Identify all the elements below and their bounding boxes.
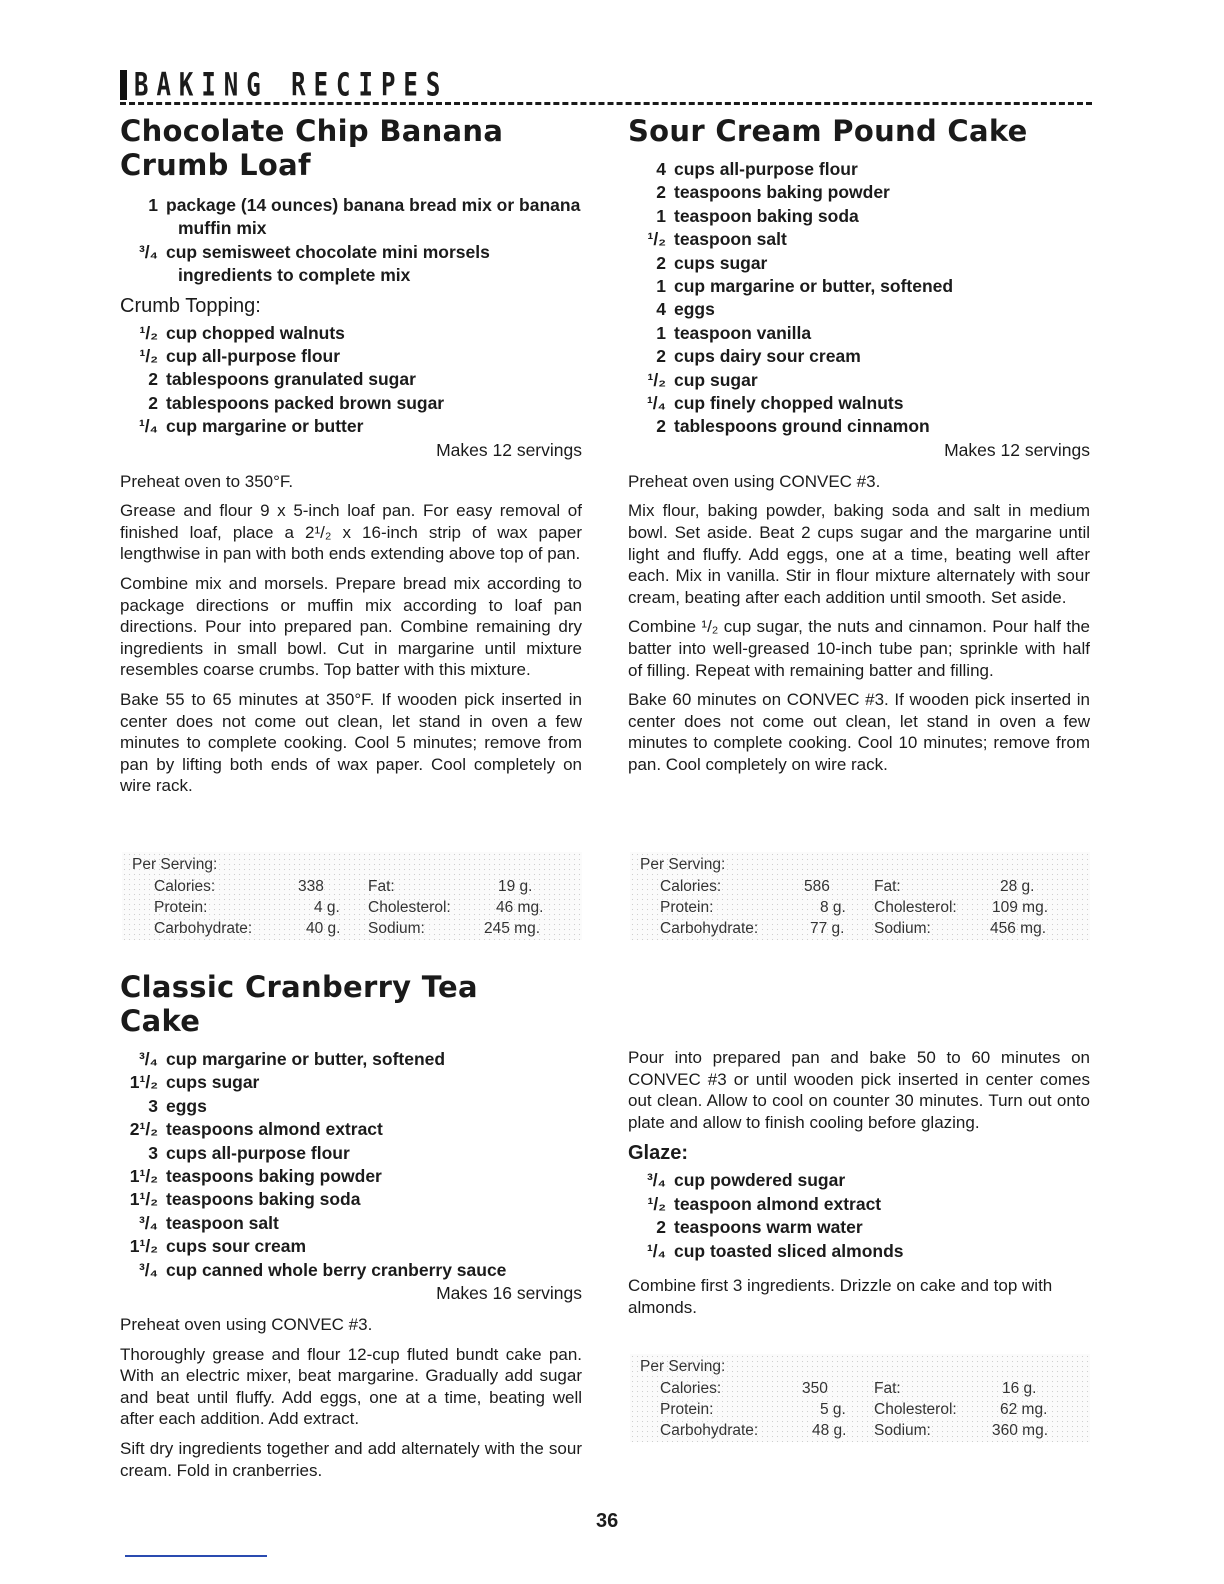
- ingredient-item: [120, 1071, 582, 1094]
- ingredient-item: [628, 322, 1090, 345]
- protein-value: 4 g.: [314, 899, 340, 916]
- ingredient-text: cups dairy sour cream: [674, 346, 861, 367]
- cholesterol-value: 62 mg.: [1000, 1401, 1048, 1418]
- ingredient-qty: 2: [656, 252, 666, 273]
- ingredient-item: [120, 1235, 582, 1258]
- ingredient-item: [120, 415, 582, 438]
- nutrition-heading: Per Serving:: [640, 1358, 726, 1375]
- ingredient-text: teaspoon salt: [166, 1212, 279, 1233]
- ingredient-qty: 3: [148, 1142, 158, 1163]
- header-dashed-rule: [120, 102, 1092, 105]
- ingredient-qty: 4: [656, 159, 666, 179]
- ingredient-item: [120, 392, 582, 415]
- instruction-paragraph: Preheat oven to 350°F.: [120, 471, 294, 491]
- sodium-label: Sodium:: [874, 1422, 931, 1439]
- ingredient-qty: 4: [656, 299, 666, 320]
- ingredient-qty: 3: [148, 1095, 158, 1116]
- carbohydrate-value: 40 g.: [306, 920, 341, 937]
- ingredient-item: [628, 1216, 1090, 1239]
- instruction-paragraph: Preheat oven using CONVEC #3.: [120, 1315, 373, 1335]
- ingredient-item: [628, 1193, 1090, 1216]
- title-line-1: Chocolate Chip Banana: [120, 114, 504, 148]
- ingredient-qty: 1¹/₂: [129, 1236, 158, 1257]
- ingredient-qty: ³/₄: [138, 1049, 158, 1069]
- fat-value: 16 g.: [1002, 1380, 1037, 1397]
- ingredient-qty: ¹/₂: [647, 369, 666, 390]
- instruction-paragraph: Bake 60 minutes on CONVEC #3. If wooden pick inserted in center does not come out clean, let stand in oven a few minutes to complete cooking. Cool 10 minutes; remove from pan. Cool completely on wire rack.: [628, 690, 1090, 774]
- instruction-paragraph: Thoroughly grease and flour 12-cup fluted bundt cake pan. With an electric mixer, beat margarine. Gradually add sugar and beat until fluffy. Add eggs, one at a time, beating well after each addition. Add extract.: [120, 1344, 582, 1429]
- ingredient-item: [120, 1165, 582, 1188]
- title-line-2: Cake: [120, 1004, 201, 1038]
- header-bar: [120, 70, 127, 100]
- ingredient-item: [628, 345, 1090, 368]
- ingredient-item: [628, 275, 1090, 298]
- ingredient-text: cup margarine or butter, softened: [166, 1049, 446, 1069]
- ingredient-text: teaspoon salt: [674, 229, 787, 250]
- servings-yield: Makes 16 servings: [436, 1283, 582, 1304]
- ingredient-text: teaspoon vanilla: [674, 322, 812, 343]
- ingredient-text: cup margarine or butter: [166, 416, 364, 437]
- protein-label: Protein:: [154, 899, 208, 916]
- ingredient-item: [628, 205, 1090, 228]
- fat-label: Fat:: [368, 878, 395, 895]
- ingredient-text: cup semisweet chocolate mini morsels ingredients to complete mix: [166, 241, 490, 286]
- ingredient-qty: ³/₄: [646, 1170, 666, 1191]
- ingredient-item: [628, 1169, 1090, 1192]
- sodium-label: Sodium:: [874, 920, 931, 937]
- sodium-value: 245 mg.: [484, 920, 541, 937]
- calories-label: Calories:: [154, 878, 216, 895]
- protein-value: 8 g.: [820, 899, 846, 916]
- servings-yield: Makes 12 servings: [944, 439, 1090, 460]
- ingredient-text: cup sugar: [674, 369, 758, 390]
- topping-list: [120, 322, 582, 439]
- ingredient-text: cups sugar: [166, 1072, 260, 1093]
- glaze-heading: Glaze:: [628, 1142, 689, 1165]
- ingredient-qty: ¹/₂: [647, 1193, 666, 1214]
- ingredient-qty: ¹/₂: [139, 322, 158, 343]
- ingredient-qty: ¹/₄: [646, 1240, 666, 1261]
- fat-value: 19 g.: [498, 878, 533, 895]
- ingredient-list: [628, 158, 1090, 439]
- cholesterol-value: 109 mg.: [992, 899, 1049, 916]
- ingredient-qty: 1: [656, 205, 666, 226]
- instruction-paragraph: Combine first 3 ingredients. Drizzle on cake and top with almonds.: [628, 1276, 1053, 1317]
- recipe-sour-cream-pound-cake: [628, 114, 1090, 784]
- instruction-paragraph: Sift dry ingredients together and add alternately with the sour cream. Fold in cranberries.: [120, 1439, 582, 1480]
- ingredient-text: cups sugar: [674, 252, 768, 273]
- ingredient-qty: ¹/₂: [647, 229, 666, 250]
- ingredient-item: [628, 1240, 1090, 1263]
- ingredient-text: cup all-purpose flour: [166, 346, 341, 367]
- ingredient-qty: 1: [656, 322, 666, 343]
- nutrition-heading: Per Serving:: [132, 856, 218, 873]
- protein-value: 5 g.: [820, 1401, 846, 1418]
- ingredient-text: teaspoons baking powder: [674, 182, 890, 203]
- ingredient-text: cup chopped walnuts: [166, 322, 345, 343]
- nutrition-box: [630, 1354, 1090, 1442]
- sodium-value: 360 mg.: [992, 1422, 1049, 1439]
- ingredient-item: [120, 1048, 582, 1071]
- ingredient-qty: ³/₄: [138, 1259, 158, 1280]
- nutrition-box: [630, 852, 1090, 940]
- carbohydrate-value: 77 g.: [810, 920, 845, 937]
- ingredient-qty: 1: [656, 276, 666, 297]
- ingredient-qty: 1¹/₂: [129, 1166, 158, 1187]
- calories-value: 338: [298, 878, 324, 895]
- ingredient-qty: ³/₄: [138, 1212, 158, 1233]
- ingredient-item: [120, 1118, 582, 1141]
- ingredient-qty: 1¹/₂: [129, 1189, 158, 1210]
- title-line-2: Crumb Loaf: [120, 148, 311, 182]
- instruction-paragraph: Preheat oven using CONVEC #3.: [628, 471, 881, 491]
- ingredient-item: [628, 181, 1090, 204]
- footer-rule: [125, 1555, 267, 1557]
- ingredient-text: eggs: [166, 1095, 207, 1116]
- carbohydrate-value: 48 g.: [812, 1422, 847, 1439]
- ingredient-item: [628, 392, 1090, 415]
- ingredient-item: [120, 1095, 582, 1118]
- ingredient-item: [628, 228, 1090, 251]
- fat-label: Fat:: [874, 1380, 901, 1397]
- ingredient-qty: 2: [148, 392, 158, 413]
- crumb-topping-heading: Crumb Topping:: [120, 294, 261, 317]
- carbohydrate-label: Carbohydrate:: [154, 920, 253, 937]
- title-line-1: Classic Cranberry Tea: [120, 970, 478, 1004]
- ingredient-item: [628, 298, 1090, 321]
- ingredient-item: [120, 345, 582, 368]
- protein-label: Protein:: [660, 899, 714, 916]
- recipe-chocolate-chip-banana: [120, 114, 582, 805]
- ingredient-text: teaspoons warm water: [674, 1217, 863, 1238]
- servings-yield: Makes 12 servings: [436, 439, 582, 460]
- nutrition-heading: Per Serving:: [640, 856, 726, 873]
- ingredient-item: [120, 322, 582, 345]
- ingredient-text: teaspoon almond extract: [674, 1193, 882, 1214]
- ingredient-item: [628, 158, 1090, 181]
- ingredient-text: cup finely chopped walnuts: [674, 393, 904, 414]
- section-title: BAKING RECIPES: [134, 66, 449, 104]
- carbohydrate-label: Carbohydrate:: [660, 920, 759, 937]
- ingredient-qty: 1¹/₂: [129, 1072, 158, 1093]
- fat-value: 28 g.: [1000, 878, 1035, 895]
- ingredient-text: cup margarine or butter, softened: [674, 276, 954, 297]
- calories-label: Calories:: [660, 878, 722, 895]
- page-number: 36: [596, 1510, 619, 1532]
- calories-value: 586: [804, 878, 830, 895]
- ingredient-text: cups sour cream: [166, 1236, 307, 1257]
- ingredient-text: cup toasted sliced almonds: [674, 1240, 904, 1261]
- glaze-list: [628, 1169, 1090, 1263]
- section-header: [120, 66, 1092, 110]
- recipe-title: [120, 114, 582, 182]
- ingredient-item: [120, 1259, 582, 1282]
- ingredient-text: tablespoons ground cinnamon: [674, 416, 930, 437]
- cholesterol-label: Cholesterol:: [874, 1401, 957, 1418]
- ingredient-item: [628, 252, 1090, 275]
- ingredient-item: [120, 241, 582, 288]
- recipe-title: [120, 970, 582, 1038]
- ingredient-qty: ¹/₄: [646, 393, 666, 414]
- recipe-continued: [628, 1047, 1090, 1326]
- instruction-paragraph: Bake 55 to 65 minutes at 350°F. If wooden pick inserted in center does not come out clean, let stand in oven a few minutes to complete cooking. Cool 5 minutes; remove from pan by lifting both ends of wax paper. Cool completely on wire rack.: [120, 690, 582, 796]
- ingredient-qty: 2: [656, 1217, 666, 1238]
- ingredient-item: [120, 368, 582, 391]
- ingredient-qty: 2: [656, 416, 666, 437]
- ingredient-list: [120, 1048, 582, 1282]
- calories-value: 350: [802, 1380, 828, 1397]
- ingredient-list: [120, 194, 582, 288]
- cholesterol-value: 46 mg.: [496, 899, 544, 916]
- sodium-value: 456 mg.: [990, 920, 1047, 937]
- ingredient-qty: ¹/₄: [138, 416, 158, 437]
- instruction-paragraph: Combine mix and morsels. Prepare bread mix according to package directions or muffin mix according to loaf pan directions. Pour into prepared pan. Combine remaining dry ingredients in small bowl. Cut in margarine until mixture resembles coarse crumbs. Top batter with this mixture.: [120, 574, 582, 680]
- ingredient-qty: ¹/₂: [139, 346, 158, 367]
- ingredient-item: [120, 1188, 582, 1211]
- ingredient-text: teaspoons baking powder: [166, 1166, 382, 1187]
- ingredient-text: eggs: [674, 299, 715, 320]
- protein-label: Protein:: [660, 1401, 714, 1418]
- ingredient-item: [120, 1212, 582, 1235]
- instruction-paragraph: Mix flour, baking powder, baking soda and salt in medium bowl. Set aside. Beat 2 cups sugar and the margarine until light and fluffy. Add eggs, one at a time, beating well after each. Mix in vanilla. Stir in flour mixture alternately with sour cream, beating after each addition until smooth. Set aside.: [628, 501, 1090, 607]
- calories-label: Calories:: [660, 1380, 722, 1397]
- instruction-paragraph: Grease and flour 9 x 5-inch loaf pan. For easy removal of finished loaf, place a 2¹/₂ x 16-inch strip of wax paper lengthwise in pan with both ends extending above top of pan.: [120, 501, 582, 564]
- cholesterol-label: Cholesterol:: [368, 899, 451, 916]
- ingredient-item: [120, 1142, 582, 1165]
- ingredient-qty: ³/₄: [138, 241, 158, 262]
- sodium-label: Sodium:: [368, 920, 425, 937]
- ingredient-qty: 2: [148, 369, 158, 390]
- ingredient-item: [120, 194, 582, 241]
- recipe-title: Sour Cream Pound Cake: [628, 114, 1028, 148]
- carbohydrate-label: Carbohydrate:: [660, 1422, 759, 1439]
- ingredient-text: package (14 ounces) banana bread mix or banana muffin mix: [166, 195, 581, 239]
- ingredient-qty: 2¹/₂: [129, 1119, 158, 1140]
- instruction-paragraph: Combine ¹/₂ cup sugar, the nuts and cinnamon. Pour half the batter into well-greased 10-inch tube pan; sprinkle with half of filling. Repeat with remaining batter and filling.: [628, 617, 1090, 680]
- ingredient-text: teaspoons almond extract: [166, 1119, 383, 1140]
- ingredient-qty: 2: [656, 346, 666, 367]
- ingredient-text: cups all-purpose flour: [674, 159, 858, 179]
- cholesterol-label: Cholesterol:: [874, 899, 957, 916]
- ingredient-text: teaspoon baking soda: [674, 205, 859, 226]
- ingredient-text: cup powdered sugar: [674, 1170, 846, 1191]
- ingredient-qty: 1: [148, 195, 158, 215]
- ingredient-text: cups all-purpose flour: [166, 1142, 350, 1163]
- ingredient-item: [628, 415, 1090, 438]
- ingredient-item: [628, 369, 1090, 392]
- ingredient-text: tablespoons granulated sugar: [166, 369, 416, 390]
- ingredient-qty: 2: [656, 182, 666, 203]
- ingredient-text: teaspoons baking soda: [166, 1189, 361, 1210]
- nutrition-box: [122, 852, 582, 940]
- ingredient-text: cup canned whole berry cranberry sauce: [166, 1259, 507, 1280]
- ingredient-text: tablespoons packed brown sugar: [166, 392, 445, 413]
- instruction-paragraph: Pour into prepared pan and bake 50 to 60 minutes on CONVEC #3 or until wooden pick inserted in center comes out clean. Allow to cool on counter 30 minutes. Turn out onto plate and allow to finish cooling before glazing.: [628, 1048, 1090, 1132]
- fat-label: Fat:: [874, 878, 901, 895]
- recipe-classic-cranberry-tea-cake: [120, 970, 582, 1489]
